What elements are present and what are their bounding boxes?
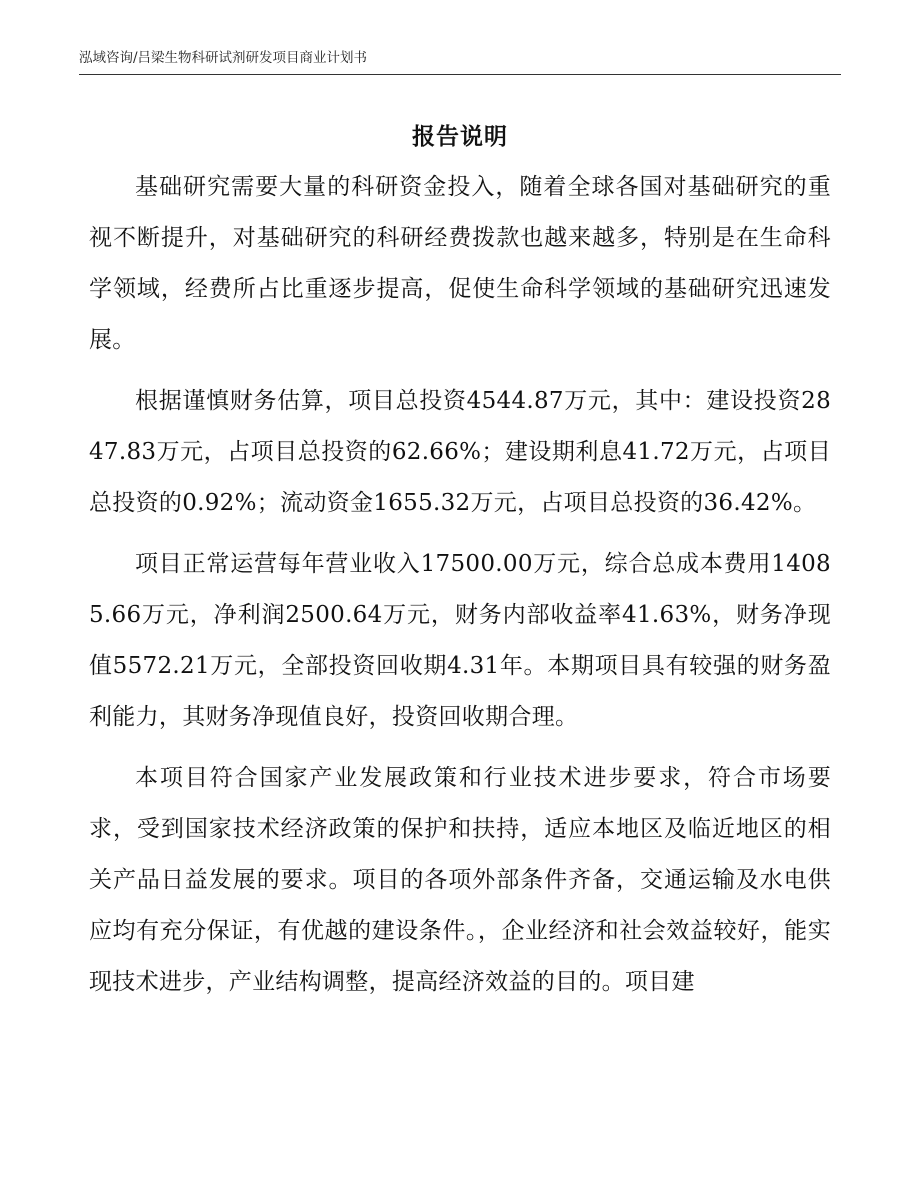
- body-text: [89, 162, 831, 1018]
- header-divider: [79, 74, 841, 75]
- paragraph-2: 根据谨慎财务估算，项目总投资4544.87万元，其中：建设投资2847.83万元，占项目总投资的62.66%；建设期利息41.72万元，占项目总投资的0.92%；流动资金1655.32万元，占项目总投资的36.42%。: [89, 388, 831, 516]
- paragraph-3: 项目正常运营每年营业收入17500.00万元，综合总成本费用14085.66万元，净利润2500.64万元，财务内部收益率41.63%，财务净现值5572.21万元，全部投资回收期4.31年。本期项目具有较强的财务盈利能力，其财务净现值良好，投资回收期合理。: [89, 551, 831, 730]
- section-title: 报告说明: [412, 123, 508, 150]
- paragraph-4: 本项目符合国家产业发展政策和行业技术进步要求，符合市场要求，受到国家技术经济政策的保护和扶持，适应本地区及临近地区的相关产品日益发展的要求。项目的各项外部条件齐备，交通运输及水电供应均有充分保证，有优越的建设条件。，企业经济和社会效益较好，能实现技术进步，产业结构调整，提高经济效益的目的。项目建: [89, 765, 831, 995]
- running-header: 泓域咨询/吕梁生物科研试剂研发项目商业计划书: [79, 50, 368, 66]
- paragraph-1: 基础研究需要大量的科研资金投入，随着全球各国对基础研究的重视不断提升，对基础研究的科研经费拨款也越来越多，特别是在生命科学领域，经费所占比重逐步提高，促使生命科学领域的基础研究迅速发展。: [89, 174, 831, 353]
